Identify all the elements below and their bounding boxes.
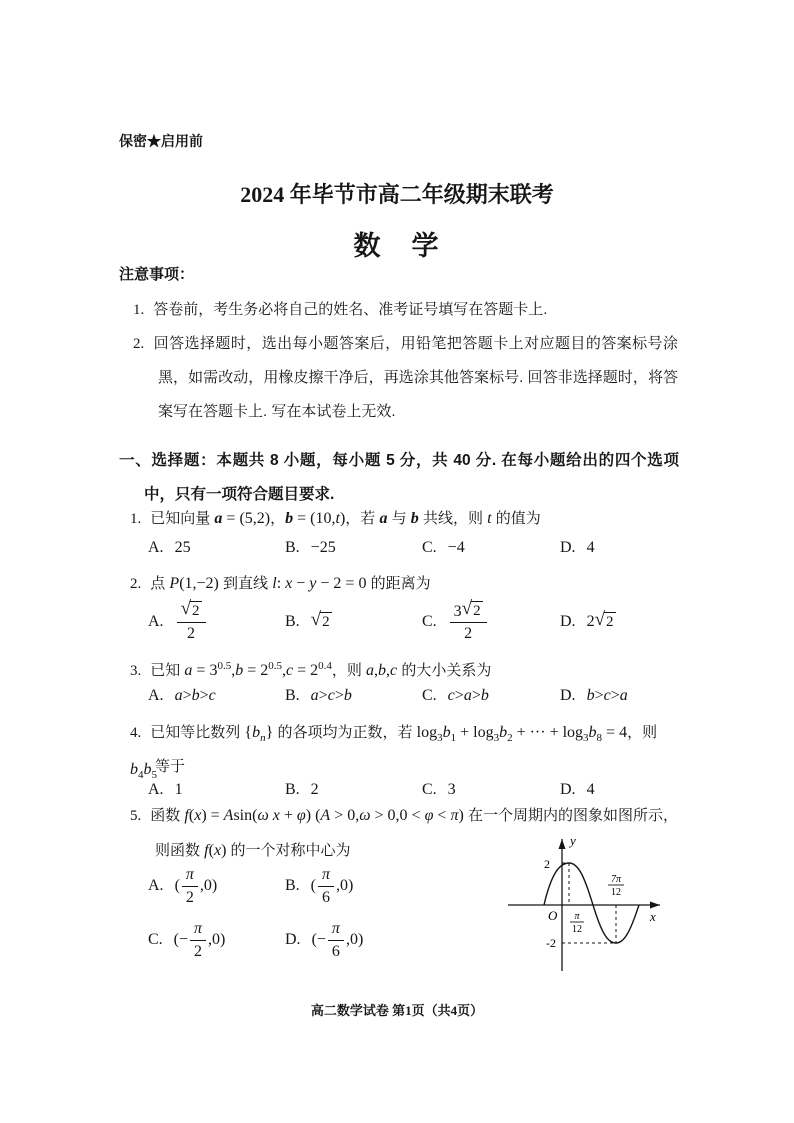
option-b — [285, 685, 352, 707]
option-label: D. — [560, 613, 576, 630]
option-b — [285, 596, 332, 648]
exam-title: 2024 年毕节市高二年级期末联考 — [240, 182, 554, 207]
question-stem: 已知 $a = 3^{0.5},b = 2^{0.5},c = 2^{0.4}$，则 a,b,c 的大小关系为 — [150, 660, 492, 679]
option-b — [285, 779, 319, 801]
option-d — [560, 537, 595, 559]
option-d — [560, 779, 595, 801]
option-value: ( $\frac{\pi}{6}$ ,0) — [310, 866, 354, 906]
option-value: 3 — [447, 781, 456, 798]
option-label: D. — [560, 539, 576, 556]
option-value: 2 √ 2 — [586, 609, 614, 631]
option-label: A. — [148, 539, 164, 556]
question-5-options-row2 — [148, 916, 448, 964]
option-label: C. — [422, 781, 437, 798]
question-stem: 函数 f(x) = Asin(ω x + φ) (A > 0,ω > 0,0 < φ < π) 在一个周期内的图象如图所示， — [150, 807, 678, 824]
peak-x-label — [570, 911, 584, 935]
option-label: C. — [422, 539, 437, 556]
option-label: A. — [148, 781, 164, 798]
question-number: 4. — [130, 725, 142, 741]
option-c — [422, 596, 489, 648]
origin-label: O — [548, 908, 558, 923]
option-a — [148, 596, 208, 648]
option-label: D. — [560, 781, 576, 798]
option-value: 4 — [586, 539, 595, 556]
option-label: C. — [148, 931, 163, 948]
option-label: B. — [285, 613, 300, 630]
y-max-label: 2 — [544, 857, 550, 871]
option-value: 25 — [174, 539, 191, 556]
option-a — [148, 685, 216, 707]
option-label: B. — [285, 877, 300, 894]
notice-item-1 — [133, 293, 678, 327]
option-d — [285, 916, 363, 964]
question-1-options — [148, 537, 678, 559]
question-number: 2. — [130, 576, 142, 592]
option-value: (− $\frac{\pi}{2}$ ,0) — [173, 920, 226, 960]
option-label: C. — [422, 687, 437, 704]
option-a — [148, 537, 191, 559]
option-c — [422, 537, 465, 559]
section-heading: 一、选择题：本题共 8 小题，每小题 5 分，共 40 分. 在每小题给出的四个选项中，只有一项符合题目要求. — [119, 452, 679, 503]
option-value: √ 2 — [310, 609, 330, 631]
option-value: b > c > a — [586, 687, 628, 704]
option-b — [285, 537, 336, 559]
option-label: B. — [285, 781, 300, 798]
option-c — [422, 779, 456, 801]
question-5-options-row1 — [148, 862, 448, 910]
function-graph — [500, 831, 678, 981]
y-axis-arrow — [559, 839, 566, 849]
notice-item-number: 2. — [133, 336, 145, 352]
option-value: a > c > b — [310, 687, 352, 704]
option-label: D. — [560, 687, 576, 704]
question-stem: 已知等比数列 $\{b_n\}$ 的各项均为正数，若 $\log_3b_1 + \log_3b_2$ + ··· + $\log_3b_8 = 4$，则 $b_4b_5$ — [130, 724, 658, 781]
sine-curve — [544, 863, 639, 943]
option-value: a > b > c — [174, 687, 216, 704]
option-d — [560, 685, 628, 707]
x-axis-arrow — [650, 902, 660, 909]
option-value: 2 — [310, 781, 319, 798]
question-stem: 已知向量 a = (5,2)，b = (10,t)，若 a 与 b 共线，则 t 的值为 — [150, 510, 541, 527]
svg-text:7π: 7π — [610, 874, 622, 885]
secrecy-notice: 保密★启用前 — [119, 133, 203, 149]
page-footer: 高二数学试卷 第1页（共4页） — [310, 1003, 484, 1018]
option-label: D. — [285, 931, 301, 948]
option-c — [148, 916, 225, 964]
option-c — [422, 685, 489, 707]
option-a — [148, 779, 183, 801]
option-value: 1 — [174, 781, 183, 798]
option-value: (− $\frac{\pi}{6}$ ,0) — [311, 920, 364, 960]
option-b — [285, 862, 353, 910]
option-value: c > a > b — [447, 687, 489, 704]
notice-item-text: 答卷前，考生务必将自己的姓名、准考证号填写在答题卡上. — [153, 301, 548, 318]
question-3-options — [148, 685, 678, 707]
option-a — [148, 862, 217, 910]
question-number: 3. — [130, 663, 142, 679]
svg-text:12: 12 — [611, 887, 621, 898]
question-2-options — [148, 596, 678, 648]
question-number: 5. — [130, 808, 142, 824]
option-label: A. — [148, 687, 164, 704]
x-axis-label: x — [650, 909, 656, 924]
notice-item-text: 回答选择题时，选出每小题答案后，用铅笔把答题卡上对应题目的答案标号涂黑，如需改动，用橡皮擦干净后，再选涂其他答案标号. 回答非选择题时，将答案写在答题卡上. 写在本试卷上无效. — [153, 335, 678, 420]
option-label: B. — [285, 539, 300, 556]
question-1 — [130, 503, 678, 535]
option-d — [560, 596, 616, 648]
question-5 — [130, 800, 678, 832]
question-number: 1. — [130, 511, 142, 527]
option-value: 3 √ 2 2 — [448, 601, 489, 643]
option-label: B. — [285, 687, 300, 704]
y-axis-label: y — [570, 833, 576, 848]
option-value: −4 — [447, 539, 465, 556]
question-4-stem-line2: 等于 — [155, 758, 186, 775]
y-min-label: -2 — [546, 936, 556, 950]
option-value: −25 — [310, 539, 336, 556]
notice-heading: 注意事项： — [119, 266, 195, 283]
option-label: A. — [148, 613, 164, 630]
option-label: A. — [148, 877, 164, 894]
option-value: 4 — [586, 781, 595, 798]
notice-item-2 — [133, 327, 678, 429]
notice-item-number: 1. — [133, 302, 145, 318]
subject-title: 数 学 — [353, 231, 441, 261]
option-value: ( $\frac{\pi}{2}$ ,0) — [174, 866, 218, 906]
option-value: √ 2 2 — [175, 601, 208, 643]
trough-x-label — [608, 874, 624, 898]
question-3 — [130, 651, 678, 687]
svg-text:π: π — [574, 911, 580, 922]
question-stem: 点 P(1,−2) 到直线 l: x − y − 2 = 0 的距离为 — [150, 575, 431, 592]
svg-text:12: 12 — [572, 924, 582, 935]
question-5-stem-line2: 则函数 f(x) 的一个对称中心为 — [155, 842, 351, 859]
option-label: C. — [422, 613, 437, 630]
question-4-options — [148, 779, 678, 801]
